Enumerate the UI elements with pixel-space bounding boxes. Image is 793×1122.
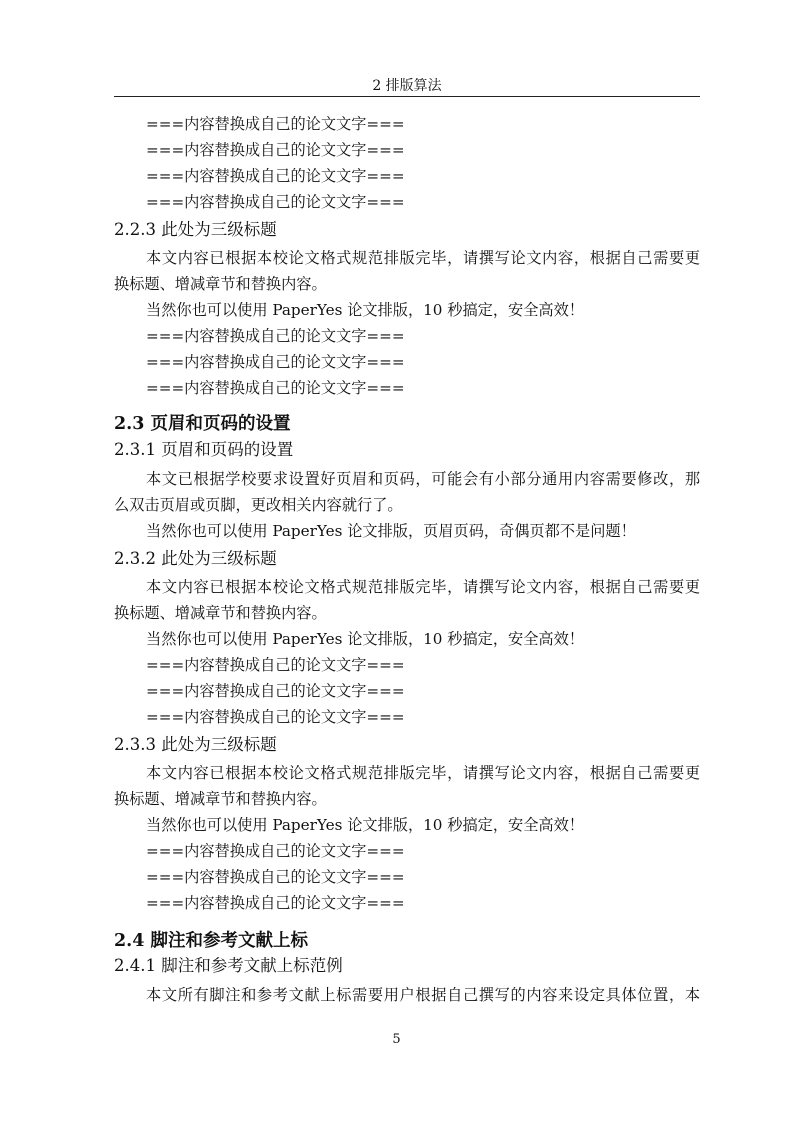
paragraph-line: 本文所有脚注和参考文献上标需要用户根据自己撰写的内容来设定具体位置，本 [146, 986, 700, 1004]
paragraph-line: 换标题、增减章节和替换内容。 [114, 275, 327, 293]
placeholder-line: ===内容替换成自己的论文文字=== [146, 353, 405, 371]
placeholder-line: ===内容替换成自己的论文文字=== [146, 868, 405, 886]
placeholder-line: ===内容替换成自己的论文文字=== [146, 842, 405, 860]
paragraph-line: 本文已根据学校要求设置好页眉和页码，可能会有小部分通用内容需要修改，那 [146, 470, 700, 488]
paragraph-line: 当然你也可以使用 PaperYes 论文排版，页眉页码，奇偶页都不是问题！ [146, 522, 636, 540]
placeholder-line: ===内容替换成自己的论文文字=== [146, 656, 405, 674]
paragraph-line: 当然你也可以使用 PaperYes 论文排版，10 秒搞定，安全高效！ [146, 301, 584, 319]
heading-2-4-1: 2.4.1 脚注和参考文献上标范例 [114, 956, 343, 975]
page-number: 5 [392, 1032, 401, 1047]
placeholder-line: ===内容替换成自己的论文文字=== [146, 379, 405, 397]
placeholder-line: ===内容替换成自己的论文文字=== [146, 327, 405, 345]
placeholder-line: ===内容替换成自己的论文文字=== [146, 167, 405, 185]
paragraph-line: 本文内容已根据本校论文格式规范排版完毕，请撰写论文内容，根据自己需要更 [146, 249, 700, 267]
heading-2-3-2: 2.3.2 此处为三级标题 [114, 549, 277, 568]
paragraph-line: 么双击页眉或页脚，更改相关内容就行了。 [114, 496, 403, 514]
placeholder-line: ===内容替换成自己的论文文字=== [146, 115, 405, 133]
placeholder-line: ===内容替换成自己的论文文字=== [146, 193, 405, 211]
placeholder-line: ===内容替换成自己的论文文字=== [146, 894, 405, 912]
placeholder-line: ===内容替换成自己的论文文字=== [146, 141, 405, 159]
heading-2-4: 2.4 脚注和参考文献上标 [114, 931, 309, 951]
paragraph-line: 本文内容已根据本校论文格式规范排版完毕，请撰写论文内容，根据自己需要更 [146, 764, 700, 782]
heading-2-3-1: 2.3.1 页眉和页码的设置 [114, 440, 294, 459]
heading-2-2-3: 2.2.3 此处为三级标题 [114, 220, 277, 239]
heading-2-3: 2.3 页眉和页码的设置 [114, 414, 291, 434]
placeholder-line: ===内容替换成自己的论文文字=== [146, 708, 405, 726]
paragraph-line: 换标题、增减章节和替换内容。 [114, 604, 327, 622]
page-header: 2 排版算法 [114, 76, 700, 97]
placeholder-line: ===内容替换成自己的论文文字=== [146, 682, 405, 700]
paragraph-line: 换标题、增减章节和替换内容。 [114, 790, 327, 808]
paragraph-line: 当然你也可以使用 PaperYes 论文排版，10 秒搞定，安全高效！ [146, 816, 584, 834]
paragraph-line: 当然你也可以使用 PaperYes 论文排版，10 秒搞定，安全高效！ [146, 630, 584, 648]
paragraph-line: 本文内容已根据本校论文格式规范排版完毕，请撰写论文内容，根据自己需要更 [146, 578, 700, 596]
heading-2-3-3: 2.3.3 此处为三级标题 [114, 735, 277, 754]
